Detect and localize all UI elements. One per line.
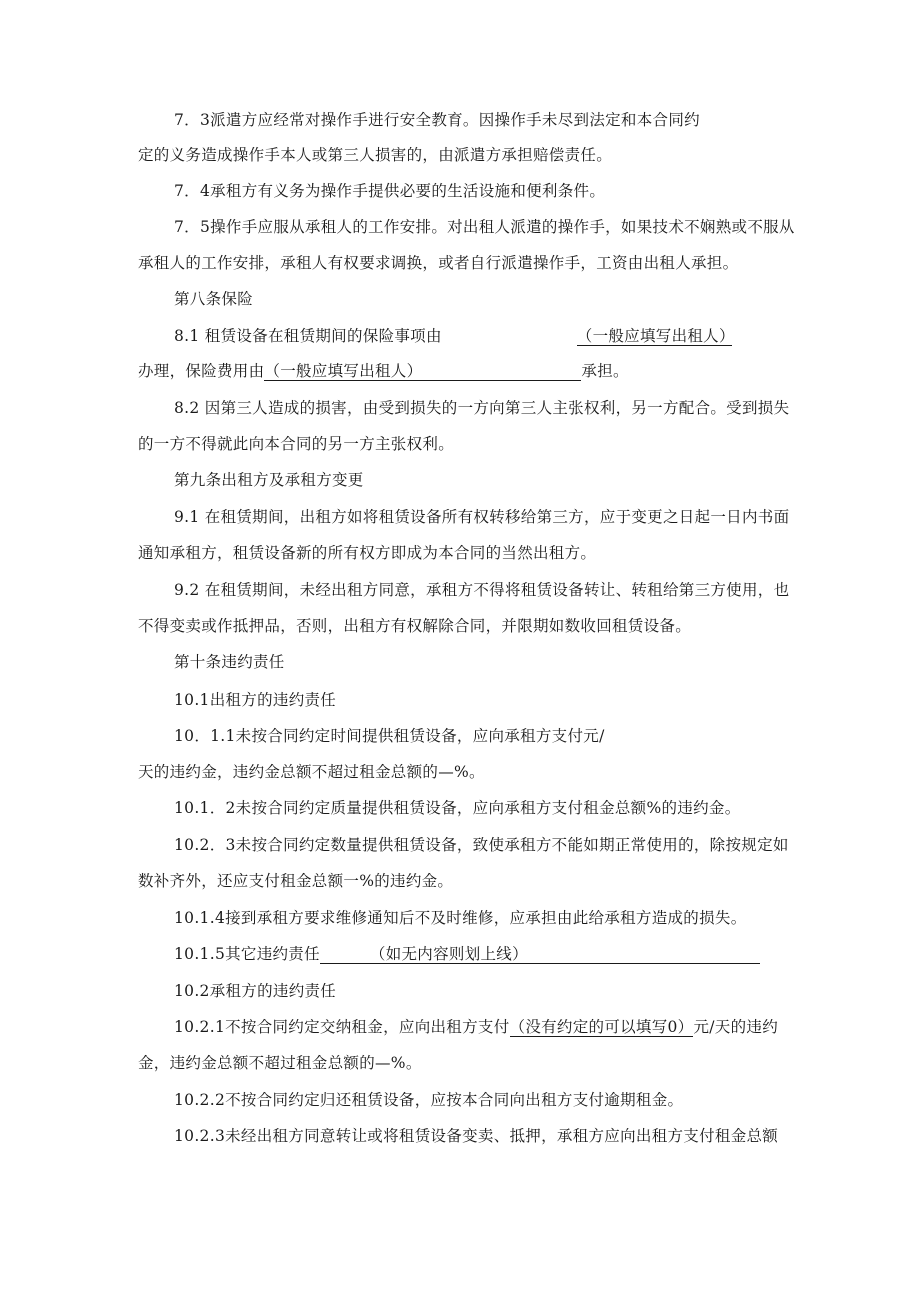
clause-10-2: 10.2承租方的违约责任: [174, 982, 337, 1000]
clause-7-3-line2: 定的义务造成操作手本人或第三人损害的，由派遣方承担赔偿责任。: [138, 146, 613, 164]
clause-7-5-line2: 承租人的工作安排，承租人有权要求调换，或者自行派遣操作手，工资由出租人承担。: [138, 254, 739, 272]
clause-10-1-1-line1: 10．1.1未按合同约定时间提供租赁设备，应向承租方支付元/: [174, 727, 605, 745]
clause-9-1-line2: 通知承租方，租赁设备新的所有权方即成为本合同的当然出租方。: [138, 544, 597, 562]
clause-10-2-1-line2: 金，违约金总额不超过租金总额的—%。: [138, 1054, 422, 1072]
article-10-heading: 第十条违约责任: [174, 653, 285, 671]
clause-8-1-text-a: 8.1 租赁设备在租赁期间的保险事项由: [174, 327, 442, 345]
clause-8-1-line2: [138, 361, 629, 381]
clause-7-5-line1: 7．5操作手应服从承租人的工作安排。对出租人派遣的操作手，如果技术不娴熟或不服从: [174, 218, 795, 236]
clause-8-1-text-c: 承担。: [581, 362, 629, 380]
clause-8-2-line2: 的一方不得就此向本合同的另一方主张权利。: [138, 435, 455, 453]
clause-10-2-1-text-b: 元/天的违约: [693, 1018, 779, 1036]
insurance-payer-blank: （一般应填写出租人）: [264, 362, 581, 381]
clause-10-1-4: 10.1.4接到承租方要求维修通知后不及时维修，应承担由此给承租方造成的损失。: [174, 909, 747, 927]
insurance-handler-blank: （一般应填写出租人）: [576, 327, 735, 345]
clause-9-2-line2: 不得变卖或作抵押品，否则，出租方有权解除合同，并限期如数收回租赁设备。: [138, 617, 692, 635]
clause-10-2-2: 10.2.2不按合同约定归还租赁设备，应按本合同向出租方支付逾期租金。: [174, 1091, 684, 1109]
clause-8-1-text-b: 办理，保险费用由: [138, 362, 265, 380]
clause-10-2-1-line1: [174, 1017, 778, 1037]
clause-7-4: 7．4承租方有义务为操作手提供必要的生活设施和便利条件。: [174, 182, 606, 200]
clause-10-1-2: 10.1．2未按合同约定质量提供租赁设备，应向承租方支付租金总额%的违约金。: [174, 799, 741, 817]
clause-8-2-line1: 8.2 因第三人造成的损害，由受到损失的一方向第三人主张权利，另一方配合。受到损失: [174, 399, 790, 417]
clause-9-2-line1: 9.2 在租赁期间，未经出租方同意，承租方不得将租赁设备转让、转租给第三方使用，也: [174, 581, 790, 599]
clause-10-1: 10.1出租方的违约责任: [174, 691, 337, 709]
article-8-heading: 第八条保险: [174, 290, 254, 308]
clause-9-1-line1: 9.1 在租赁期间，出租方如将租赁设备所有权转移给第三方，应于变更之日起一日内书面: [174, 508, 790, 526]
clause-10-2-3-line2: 数补齐外，还应支付租金总额一%的违约金。: [138, 872, 454, 890]
clause-10-1-5-text: 10.1.5其它违约责任: [174, 945, 320, 963]
clause-10-1-5: [174, 944, 760, 964]
clause-10-1-1-line2: 天的违约金，违约金总额不超过租金总额的—%。: [138, 763, 485, 781]
clause-10-2-1-text-a: 10.2.1不按合同约定交纳租金，应向出租方支付: [174, 1018, 510, 1036]
clause-7-3-line1: 7．3派遣方应经常对操作手进行安全教育。因操作手未尽到法定和本合同约: [174, 111, 700, 129]
late-rent-penalty-blank: （没有约定的可以填写0）: [509, 1018, 694, 1036]
article-9-heading: 第九条出租方及承租方变更: [174, 471, 364, 489]
other-liability-blank: （如无内容则划上线）: [320, 945, 760, 964]
clause-10-2-3b: 10.2.3未经出租方同意转让或将租赁设备变卖、抵押，承租方应向出租方支付租金总额: [174, 1127, 779, 1145]
clause-8-1-line1: [174, 326, 735, 346]
clause-10-2-3-line1: 10.2．3未按合同约定数量提供租赁设备，致使承租方不能如期正常使用的，除按规定如: [174, 836, 789, 854]
